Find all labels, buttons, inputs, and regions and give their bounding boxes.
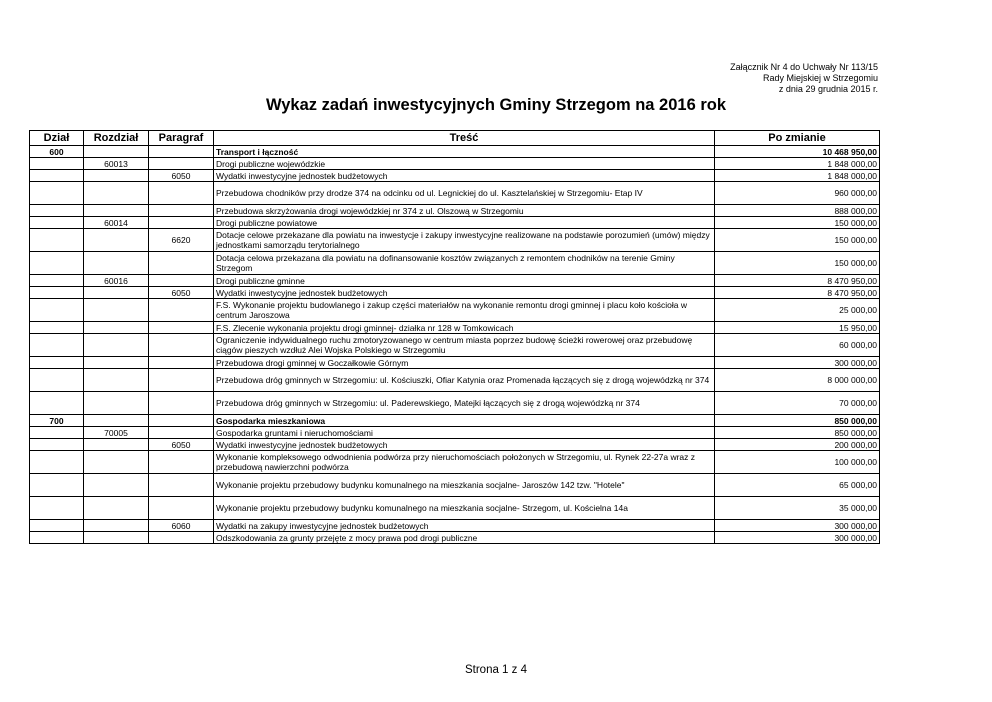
amount-cell: 960 000,00 [715, 182, 880, 205]
amount-cell: 10 468 950,00 [715, 146, 880, 158]
rozdzial-cell: 60016 [84, 275, 149, 287]
amount-cell: 150 000,00 [715, 217, 880, 229]
tresc-cell: Gospodarka gruntami i nieruchomościami [214, 427, 715, 439]
dzial-cell [30, 474, 84, 497]
amount-cell: 300 000,00 [715, 520, 880, 532]
tresc-cell: Drogi publiczne gminne [214, 275, 715, 287]
rozdzial-cell [84, 369, 149, 392]
paragraf-cell [149, 299, 214, 322]
rozdzial-cell [84, 299, 149, 322]
rozdzial-cell [84, 205, 149, 217]
rozdzial-cell [84, 287, 149, 299]
table-row [30, 170, 880, 182]
tresc-cell: Wydatki inwestycyjne jednostek budżetowych [214, 287, 715, 299]
tresc-cell: Ograniczenie indywidualnego ruchu zmotoryzowanego w centrum miasta poprzez budowę ścieżki rowerowej oraz przebudowę ciągów pieszych wzdłuż Alei Wojska Polskiego w Strzegomiu [214, 334, 715, 357]
rozdzial-cell [84, 474, 149, 497]
tresc-cell: Dotacje celowe przekazane dla powiatu na inwestycje i zakupy inwestycyjne realizowane na podstawie porozumień (umów) między jednostkami samorządu terytorialnego [214, 229, 715, 252]
table-row [30, 287, 880, 299]
rozdzial-cell [84, 229, 149, 252]
amount-cell: 60 000,00 [715, 334, 880, 357]
dzial-cell [30, 322, 84, 334]
table-row [30, 392, 880, 415]
amount-cell: 1 848 000,00 [715, 158, 880, 170]
table-row [30, 427, 880, 439]
tresc-cell: Wydatki na zakupy inwestycyjne jednostek budżetowych [214, 520, 715, 532]
table-row [30, 299, 880, 322]
dzial-cell: 700 [30, 415, 84, 427]
dzial-cell [30, 299, 84, 322]
paragraf-cell [149, 158, 214, 170]
rozdzial-cell [84, 439, 149, 451]
rozdzial-cell: 70005 [84, 427, 149, 439]
paragraf-cell [149, 252, 214, 275]
amount-cell: 8 000 000,00 [715, 369, 880, 392]
rozdzial-cell [84, 451, 149, 474]
paragraf-cell [149, 415, 214, 427]
column-header-rozdzial: Rozdział [84, 131, 149, 146]
annex-note [730, 62, 878, 95]
tresc-cell: Wykonanie kompleksowego odwodnienia podwórza przy nieruchomościach położonych w Strzegomiu, ul. Rynek 22-27a wraz z przebudową nawierzchni podwórza [214, 451, 715, 474]
tresc-cell: F.S. Zlecenie wykonania projektu drogi gminnej- działka nr 128 w Tomkowicach [214, 322, 715, 334]
dzial-cell [30, 229, 84, 252]
dzial-cell [30, 520, 84, 532]
table-row [30, 497, 880, 520]
paragraf-cell [149, 427, 214, 439]
dzial-cell [30, 532, 84, 544]
table-row [30, 182, 880, 205]
rozdzial-cell [84, 146, 149, 158]
rozdzial-cell [84, 252, 149, 275]
tresc-cell: F.S. Wykonanie projektu budowlanego i zakup części materiałów na wykonanie remontu drogi gminnej i placu koło kościoła w centrum Jaroszowa [214, 299, 715, 322]
amount-cell: 100 000,00 [715, 451, 880, 474]
paragraf-cell: 6060 [149, 520, 214, 532]
column-header-dzial: Dział [30, 131, 84, 146]
tresc-cell: Dotacja celowa przekazana dla powiatu na dofinansowanie kosztów związanych z remontem chodników na terenie Gminy Strzegom [214, 252, 715, 275]
amount-cell: 8 470 950,00 [715, 287, 880, 299]
amount-cell: 850 000,00 [715, 427, 880, 439]
rozdzial-cell [84, 415, 149, 427]
dzial-cell [30, 439, 84, 451]
dzial-cell [30, 182, 84, 205]
rozdzial-cell [84, 357, 149, 369]
rozdzial-cell [84, 532, 149, 544]
paragraf-cell [149, 182, 214, 205]
amount-cell: 65 000,00 [715, 474, 880, 497]
dzial-cell [30, 427, 84, 439]
table-row [30, 451, 880, 474]
tresc-cell: Wykonanie projektu przebudowy budynku komunalnego na mieszkania socjalne- Jaroszów 142 tzw. "Hotele" [214, 474, 715, 497]
tresc-cell: Transport i łączność [214, 146, 715, 158]
rozdzial-cell [84, 322, 149, 334]
rozdzial-cell [84, 170, 149, 182]
tresc-cell: Gospodarka mieszkaniowa [214, 415, 715, 427]
dzial-cell [30, 451, 84, 474]
paragraf-cell [149, 334, 214, 357]
rozdzial-cell: 60013 [84, 158, 149, 170]
rozdzial-cell [84, 392, 149, 415]
rozdzial-cell [84, 497, 149, 520]
amount-cell: 25 000,00 [715, 299, 880, 322]
dzial-cell [30, 170, 84, 182]
table-row [30, 275, 880, 287]
paragraf-cell [149, 369, 214, 392]
page-number: Strona 1 z 4 [464, 664, 527, 676]
dzial-cell [30, 217, 84, 229]
paragraf-cell [149, 146, 214, 158]
dzial-cell [30, 275, 84, 287]
annex-line: Załącznik Nr 4 do Uchwały Nr 113/15 [730, 62, 878, 72]
amount-cell: 70 000,00 [715, 392, 880, 415]
tresc-cell: Przebudowa dróg gminnych w Strzegomiu: ul. Kościuszki, Ofiar Katynia oraz Promenada łączących się z drogą wojewódzką nr 374 [214, 369, 715, 392]
paragraf-cell [149, 474, 214, 497]
rozdzial-cell: 60014 [84, 217, 149, 229]
amount-cell: 35 000,00 [715, 497, 880, 520]
table-row [30, 229, 880, 252]
dzial-cell [30, 287, 84, 299]
table-row [30, 532, 880, 544]
paragraf-cell: 6050 [149, 170, 214, 182]
tresc-cell: Wydatki inwestycyjne jednostek budżetowych [214, 439, 715, 451]
amount-cell: 15 950,00 [715, 322, 880, 334]
tresc-cell: Drogi publiczne powiatowe [214, 217, 715, 229]
paragraf-cell [149, 205, 214, 217]
annex-line: z dnia 29 grudnia 2015 r. [778, 84, 878, 94]
dzial-cell [30, 369, 84, 392]
dzial-cell [30, 205, 84, 217]
amount-cell: 8 470 950,00 [715, 275, 880, 287]
paragraf-cell [149, 322, 214, 334]
dzial-cell [30, 158, 84, 170]
table-row [30, 205, 880, 217]
table-header-row [30, 131, 880, 146]
annex-line: Rady Miejskiej w Strzegomiu [762, 73, 878, 83]
tresc-cell: Przebudowa drogi gminnej w Goczałkowie Górnym [214, 357, 715, 369]
table-row [30, 369, 880, 392]
table-row [30, 357, 880, 369]
table-row [30, 520, 880, 532]
dzial-cell: 600 [30, 146, 84, 158]
dzial-cell [30, 252, 84, 275]
paragraf-cell [149, 451, 214, 474]
tresc-cell: Wykonanie projektu przebudowy budynku komunalnego na mieszkania socjalne- Strzegom, ul. Kościelna 14a [214, 497, 715, 520]
amount-cell: 300 000,00 [715, 532, 880, 544]
amount-cell: 888 000,00 [715, 205, 880, 217]
table-row [30, 474, 880, 497]
amount-cell: 300 000,00 [715, 357, 880, 369]
paragraf-cell [149, 275, 214, 287]
table-row [30, 322, 880, 334]
tresc-cell: Przebudowa dróg gminnych w Strzegomiu: ul. Paderewskiego, Matejki łączących się z drogą wojewódzką nr 374 [214, 392, 715, 415]
dzial-cell [30, 334, 84, 357]
dzial-cell [30, 357, 84, 369]
column-header-paragraf: Paragraf [149, 131, 214, 146]
table-row [30, 252, 880, 275]
column-header-po-zmianie: Po zmianie [715, 131, 880, 146]
tresc-cell: Odszkodowania za grunty przejęte z mocy prawa pod drogi publiczne [214, 532, 715, 544]
dzial-cell [30, 392, 84, 415]
tresc-cell: Wydatki inwestycyjne jednostek budżetowych [214, 170, 715, 182]
document-title: Wykaz zadań inwestycyjnych Gminy Strzegom na 2016 rok [265, 96, 727, 114]
paragraf-cell [149, 497, 214, 520]
paragraf-cell [149, 357, 214, 369]
amount-cell: 150 000,00 [715, 229, 880, 252]
paragraf-cell: 6620 [149, 229, 214, 252]
table-row [30, 146, 880, 158]
rozdzial-cell [84, 334, 149, 357]
paragraf-cell: 6050 [149, 439, 214, 451]
tresc-cell: Przebudowa skrzyżowania drogi wojewódzkiej nr 374 z ul. Olszową w Strzegomiu [214, 205, 715, 217]
table-row [30, 415, 880, 427]
table-row [30, 158, 880, 170]
investment-table [29, 130, 880, 544]
amount-cell: 200 000,00 [715, 439, 880, 451]
paragraf-cell [149, 217, 214, 229]
table-row [30, 439, 880, 451]
rozdzial-cell [84, 520, 149, 532]
tresc-cell: Drogi publiczne wojewódzkie [214, 158, 715, 170]
paragraf-cell: 6050 [149, 287, 214, 299]
table-row [30, 217, 880, 229]
amount-cell: 150 000,00 [715, 252, 880, 275]
amount-cell: 850 000,00 [715, 415, 880, 427]
rozdzial-cell [84, 182, 149, 205]
table-row [30, 334, 880, 357]
tresc-cell: Przebudowa chodników przy drodze 374 na odcinku od ul. Legnickiej do ul. Kasztelańskiej w Strzegomiu- Etap IV [214, 182, 715, 205]
column-header-tresc: Treść [214, 131, 715, 146]
amount-cell: 1 848 000,00 [715, 170, 880, 182]
paragraf-cell [149, 532, 214, 544]
dzial-cell [30, 497, 84, 520]
paragraf-cell [149, 392, 214, 415]
